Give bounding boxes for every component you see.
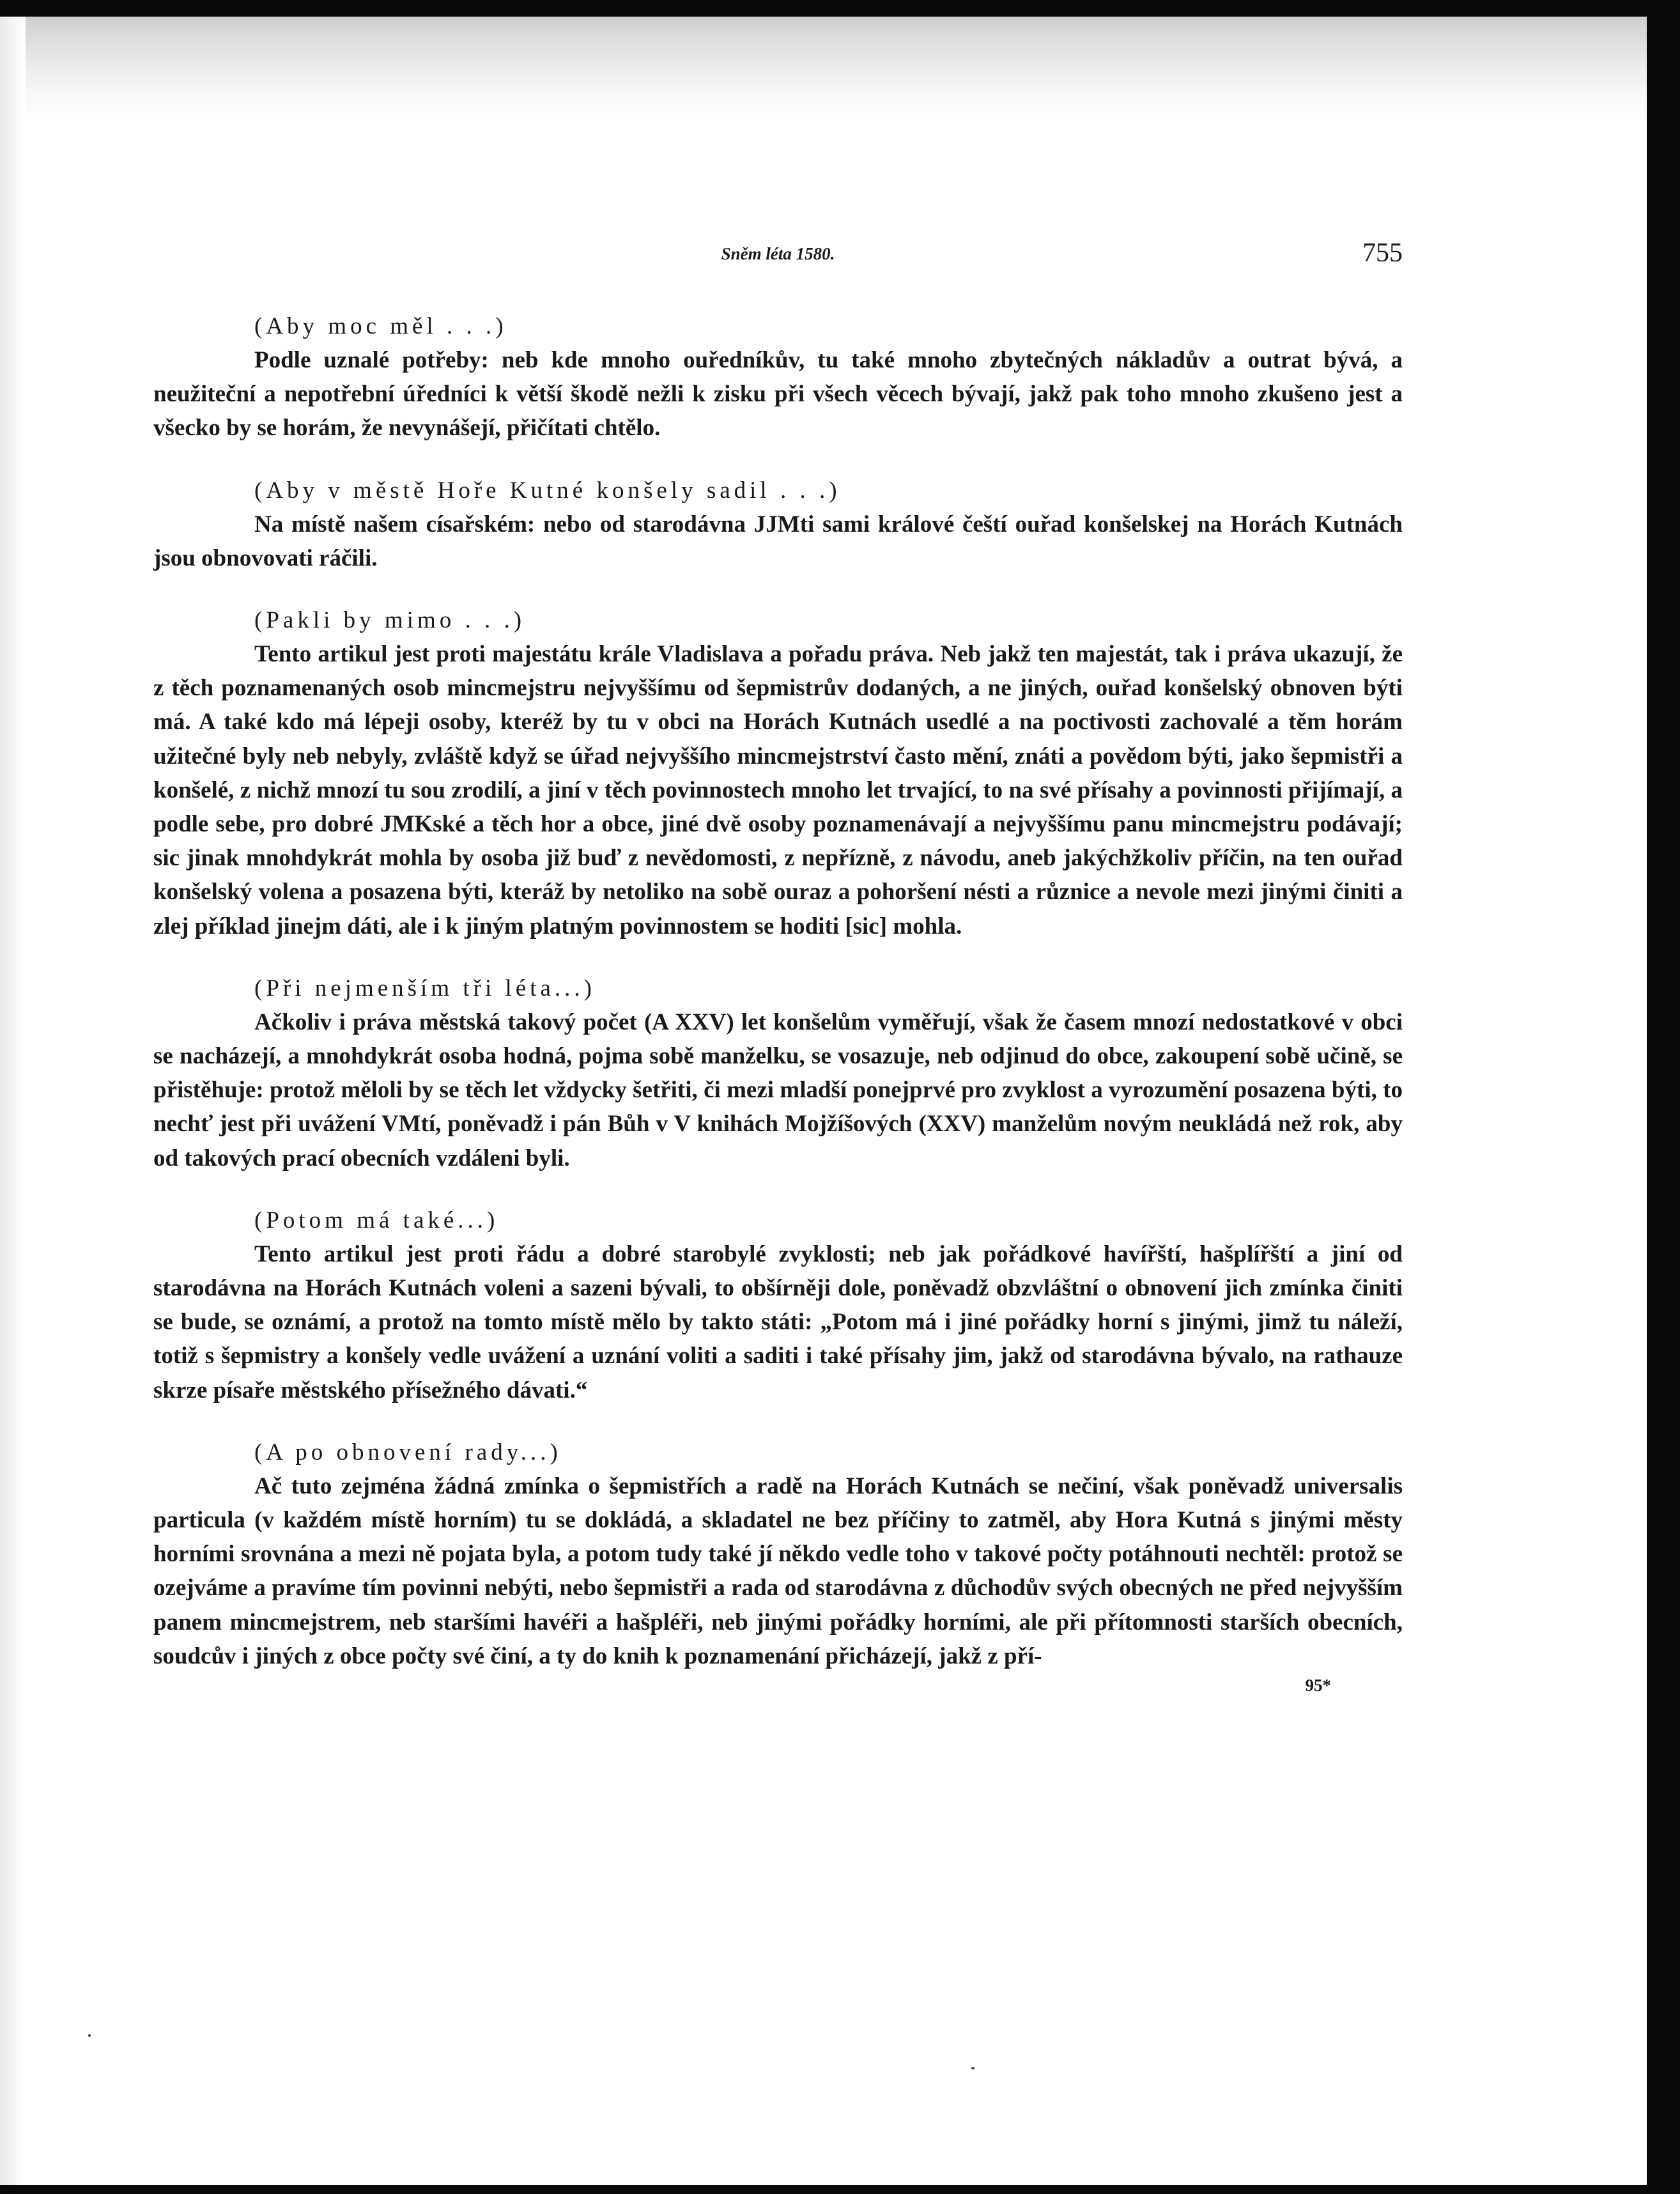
section (153, 309, 1403, 445)
section (153, 971, 1403, 1175)
scan-top-shadow (0, 17, 1647, 125)
signature-mark: 95* (1305, 1676, 1331, 1696)
scan-right-border (1647, 0, 1680, 2194)
section-heading: (Aby v městě Hoře Kutné konšely sadil . . .) (254, 477, 841, 504)
section (153, 1435, 1403, 1673)
scan-bottom-border (0, 2185, 1680, 2194)
section-heading: (Pakli by mimo . . .) (254, 607, 526, 634)
section-text: Tento artikul jest proti majestátu krále Vladislava a pořadu práva. Neb jakž ten majestát, tak i práva ukazují, že z těch poznamenaných osob mincmejstru nejvyššímu od šepmistrův dodaných, a ne jiných, ouřad konšelský obnoven býti má. A také kdo má lépeji osoby, kteréž by tu v obci na Horách Kutnách usedlé a na poctivosti zachovalé a těm horám užitečné byly neb nebyly, zvláště když se úřad nejvyššího mincmejstrství často mění, znáti a povědom býti, jako šepmistři a konšelé, z nichž mnozí tu sou zrodilí, a jiní v těch povinnostech mnoho let trvající, to na své přísahy a povinnosti přijímají, a podle sebe, pro dobré JMKské a těch hor a obce, jiné dvě osoby poznamenávají a nejvyššímu panu mincmejstru podávají; sic jinak mnohdykrát mohla by osoba již buď z nevědomosti, z nepřízně, z návodu, aneb jakýchžkoliv příčin, na ten ouřad konšelský volena a posazena býti, kteráž by netoliko na sobě ouraz a pohoršení nésti a různice a nevole mezi jinými činiti a zlej příklad jinejm dáti, ale i k jiným platným povinnostem se hoditi [sic] mohla. (153, 641, 1403, 939)
speck-mark (88, 2034, 91, 2037)
section (153, 603, 1403, 943)
section-text: Ač tuto zejména žádná zmínka o šepmistřích a radě na Horách Kutnách se nečiní, však poněvadž universalis particula (v každém místě horním) tu se dokládá, a skladatel ne bez příčiny to zatměl, aby Hora Kutná s jinými městy horními srovnána a mezi ně pojata byla, a potom tudy také jí někdo vedle toho v takové počty potáhnouti nechtěl: protož se ozejváme a pravíme tím povinni nebýti, nebo šepmistři a rada od starodávna z důchodův svých obecných ne před nejvyšším panem mincmejstrem, neb staršími havéři a hašpléři, neb jinými pořádky horními, ale při přítomnosti starších obecních, soudcův i jiných z obce počty své činí, a ty do knih k poznamenání přicházejí, jakž z pří- (153, 1472, 1403, 1669)
section-text: Na místě našem císařském: nebo od starodávna JJMti sami králové čeští ouřad konšelskej na Horách Kutnách jsou obnovovati ráčili. (153, 511, 1403, 571)
section-heading: (A po obnovení rady...) (254, 1439, 562, 1465)
section-heading: (Aby moc měl . . .) (254, 313, 507, 339)
running-title: Sněm léta 1580. (721, 244, 835, 263)
scan-top-border (0, 0, 1680, 17)
section-text: Podle uznalé potřeby: neb kde mnoho ouředníkův, tu také mnoho zbytečných nákladův a outrat bývá, a neužiteční a nepotřební úředníci k větší škodě nežli k zisku při všech věcech bývají, jakž pak toho mnoho zkušeno jest a všecko by se horám, že nevynášejí, přičítati chtělo. (153, 347, 1403, 442)
running-head (153, 236, 1403, 281)
page-number: 755 (1362, 238, 1403, 268)
speck-mark (971, 2067, 975, 2069)
section (153, 474, 1403, 575)
section-text: Tento artikul jest proti řádu a dobré starobylé zvyklosti; neb jak pořádkové havířští, hašplířští a jiní od starodávna na Horách Kutnách voleni a sazeni bývali, to obšírněji dole, poněvadž obzvláštní o obnovení jich zmínka činiti se bude, se oznámí, a protož na tomto místě mělo by takto státi: „Potom má i jiné pořádky horní s jinými, jimž tu náleží, totiž s šepmistry a konšely vedle uvážení a uznání voliti a saditi i také přísahy jim, jakž od starodávna bývalo, na rathauze skrze písaře městského přísežného dávati.“ (153, 1240, 1403, 1403)
page-content (153, 236, 1403, 1696)
section-heading: (Potom má také...) (254, 1207, 499, 1233)
scan-left-shadow (0, 17, 26, 2185)
section-heading: (Při nejmenším tři léta...) (254, 975, 596, 1001)
section (153, 1203, 1403, 1407)
section-text: Ačkoliv i práva městská takový počet (A XXV) let konšelům vyměřují, však že časem mnozí nedostatkové v obci se nacházejí, a mnohdykrát osoba hodná, pojma sobě manželku, se vosazuje, neb odjinud do obce, zakoupení sobě učině, se přistěhuje: protož měloli by se těch let vždycky šetřiti, či mezi mladší ponejprvé pro zvyklost a vyrozumění posazena býti, to nechť jest při uvážení VMtí, poněvadž i pán Bůh v V knihách Mojžíšových (XXV) manželům novým neukládá než rok, aby od takových prací obecních vzdáleni byli. (153, 1008, 1403, 1171)
